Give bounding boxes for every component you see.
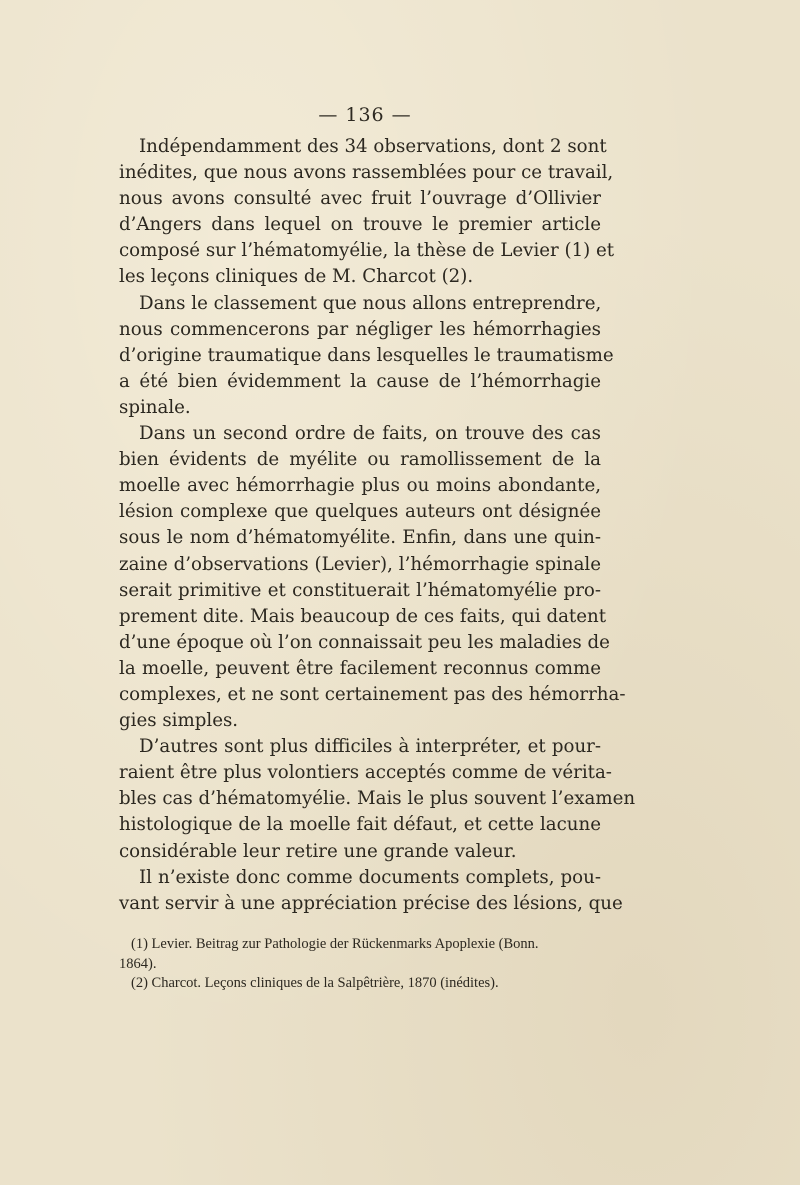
footnotes <box>119 935 601 994</box>
text-line: les leçons cliniques de M. Charcot (2). <box>119 266 474 288</box>
text-line: inédites, que nous avons rassemblées pour ce travail, <box>119 162 614 184</box>
text-line: serait primitive et constituerait l’hématomyélie pro- <box>119 579 601 601</box>
text-line: complexes, et ne sont certainement pas des hémorrha- <box>119 683 626 705</box>
text-line: bien évidents de myélite ou ramollissement de la <box>119 449 601 471</box>
text-line: moelle avec hémorrhagie plus ou moins abondante, <box>119 475 601 497</box>
paragraph-5 <box>119 865 623 917</box>
paragraph-1 <box>119 134 615 291</box>
text-line: nous commencerons par négliger les hémorrhagies <box>119 318 601 340</box>
page-number: — 136 — <box>318 104 412 126</box>
text-line: D’autres sont plus difficiles à interpréter, et pour- <box>139 736 601 758</box>
footnote-2 <box>119 974 601 994</box>
text-line: d’Angers dans lequel on trouve le premier article <box>119 214 601 236</box>
footnote-line: (2) Charcot. Leçons cliniques de la Salpêtrière, 1870 (inédites). <box>131 975 499 991</box>
text-line: a été bien évidemment la cause de l’hémorrhagie <box>119 370 601 392</box>
text-line: spinale. <box>119 396 191 418</box>
text-line: histologique de la moelle fait défaut, et cette lacune <box>119 814 601 836</box>
text-line: Indépendamment des 34 observations, dont 2 sont <box>139 136 607 157</box>
text-line: Dans le classement que nous allons entreprendre, <box>139 292 602 314</box>
paragraph-2 <box>119 291 614 421</box>
text-line: vant servir à une appréciation précise des lésions, que <box>119 892 623 914</box>
text-line: la moelle, peuvent être facilement reconnus comme <box>119 657 601 679</box>
paragraph-3 <box>119 421 626 734</box>
text-line: sous le nom d’hématomyélite. Enfin, dans une quin- <box>119 527 601 549</box>
text-line: prement dite. Mais beaucoup de ces faits, qui datent <box>119 605 607 627</box>
text-line: raient être plus volontiers acceptés comme de vérita- <box>119 762 612 784</box>
text-line: composé sur l’hématomyélie, la thèse de Levier (1) et <box>119 240 615 262</box>
text-line: nous avons consulté avec fruit l’ouvrage d’Ollivier <box>119 188 601 210</box>
text-line: considérable leur retire une grande valeur. <box>119 840 517 862</box>
text-line: d’une époque où l’on connaissait peu les maladies de <box>119 631 610 653</box>
text-line: Dans un second ordre de faits, on trouve des cas <box>139 423 601 445</box>
footnote-1 <box>119 935 601 974</box>
paragraph-4 <box>119 734 636 864</box>
text-line: Il n’existe donc comme documents complets, pou- <box>139 866 601 888</box>
body-text <box>119 134 636 917</box>
text-line: d’origine traumatique dans lesquelles le traumatisme <box>119 344 614 366</box>
text-line: bles cas d’hématomyélie. Mais le plus souvent l’examen <box>119 788 636 810</box>
footnote-line: 1864). <box>119 955 157 972</box>
text-line: gies simples. <box>119 710 239 732</box>
text-line: lésion complexe que quelques auteurs ont désignée <box>119 501 601 523</box>
text-line: zaine d’observations (Levier), l’hémorrhagie spinale <box>119 553 601 575</box>
footnote-line: (1) Levier. Beitrag zur Pathologie der Rückenmarks Apoplexie (Bonn. <box>131 936 539 952</box>
